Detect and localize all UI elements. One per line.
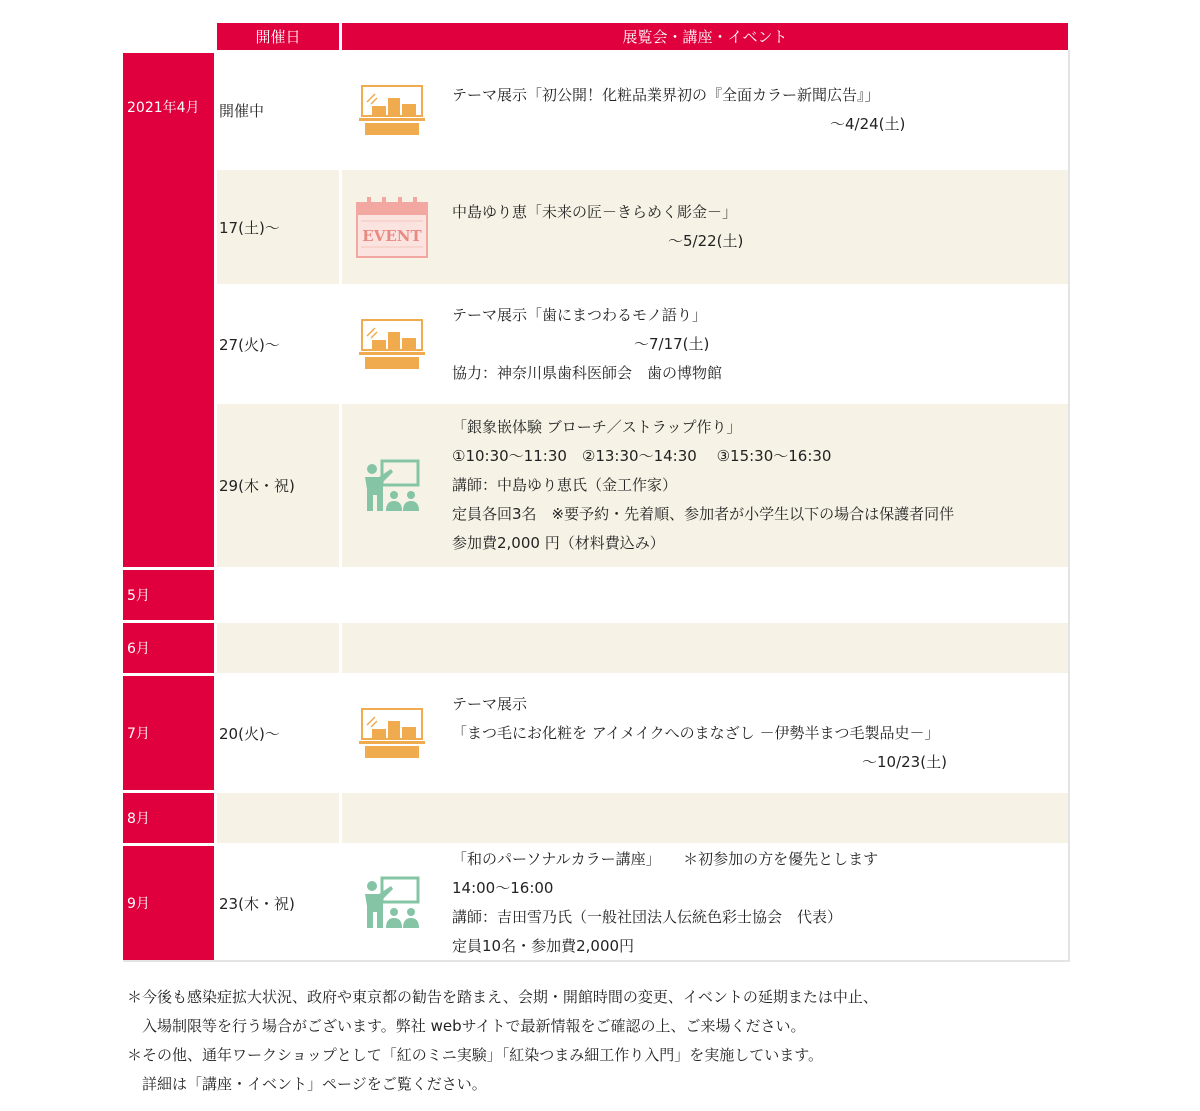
month-july: 7月 xyxy=(123,676,214,790)
table-border-right xyxy=(1068,50,1070,962)
month-april: 2021年4月 xyxy=(123,53,214,567)
event-calendar-icon xyxy=(342,170,442,284)
row-cooperation: 協力：神奈川県歯科医師会 歯の博物館 xyxy=(452,363,723,382)
row-until: 〜5/22(土) xyxy=(668,232,744,250)
empty-row-august xyxy=(342,793,1068,843)
row-fee: 参加費2,000 円（材料費込み） xyxy=(452,534,665,552)
row-subtitle: 「まつ毛にお化粧を アイメイクへのまなざし －伊勢半まつ毛製品史－」 xyxy=(452,723,940,742)
exhibition-icon xyxy=(342,676,442,790)
row-description xyxy=(442,53,1068,167)
row-date: 23(木・祝) xyxy=(217,846,339,960)
row-instructor: 講師：吉田雪乃氏（一般社団法人伝統色彩士協会 代表） xyxy=(452,908,843,926)
exhibition-icon xyxy=(342,53,442,167)
row-title: テーマ展示「歯にまつわるモノ語り」 xyxy=(452,305,707,324)
row-title: 「和のパーソナルカラー講座」 ＊初参加の方を優先とします xyxy=(452,850,879,868)
row-date: 17(土)〜 xyxy=(217,170,339,284)
empty-row-august-date xyxy=(217,793,339,843)
row-capacity: 定員各回3名 ※要予約・先着順、参加者が小学生以下の場合は保護者同伴 xyxy=(452,505,955,523)
header-events: 展覧会・講座・イベント xyxy=(342,23,1068,50)
row-title: テーマ展示 xyxy=(452,694,528,713)
row-description xyxy=(442,846,1068,960)
row-date: 27(火)〜 xyxy=(217,287,339,401)
month-september: 9月 xyxy=(123,846,214,960)
row-capacity: 定員10名・参加費2,000円 xyxy=(452,937,635,955)
footnote-line: 詳細は「講座・イベント」ページをご覧ください。 xyxy=(127,1075,487,1093)
empty-row-june xyxy=(342,623,1068,673)
empty-row-may xyxy=(217,570,1068,620)
row-description xyxy=(442,170,1068,284)
row-date: 開催中 xyxy=(217,53,339,167)
month-may: 5月 xyxy=(123,570,214,620)
header-date: 開催日 xyxy=(217,23,339,50)
row-date: 20(火)〜 xyxy=(217,676,339,790)
exhibition-icon xyxy=(342,287,442,401)
table-border-bottom xyxy=(123,960,1070,962)
row-title: テーマ展示「初公開！化粧品業界初の『全面カラー新聞広告』」 xyxy=(452,86,880,104)
row-instructor: 講師：中島ゆり恵氏（金工作家） xyxy=(452,476,678,494)
row-title: 中島ゆり恵「未来の匠－きらめく彫金－」 xyxy=(452,203,738,221)
lecture-icon xyxy=(342,404,442,567)
footnote-line: ＊今後も感染症拡大状況、政府や東京都の勧告を踏まえ、会期・開館時間の変更、イベントの延期または中止、 xyxy=(127,988,878,1006)
row-description xyxy=(442,676,1068,790)
footnote-line: ＊その他、通年ワークショップとして「紅のミニ実験」「紅染つまみ細工作り入門」を実施しています。 xyxy=(127,1046,824,1064)
row-until: 〜7/17(土) xyxy=(634,334,710,353)
empty-row-june-date xyxy=(217,623,339,673)
row-date: 29(木・祝) xyxy=(217,404,339,567)
row-until: 〜10/23(土) xyxy=(862,752,947,771)
month-august: 8月 xyxy=(123,793,214,843)
month-june: 6月 xyxy=(123,623,214,673)
lecture-icon xyxy=(342,846,442,960)
row-description xyxy=(442,404,1068,567)
row-until: 〜4/24(土) xyxy=(830,115,906,133)
event-label: EVENT xyxy=(362,227,422,245)
row-schedule: ①10:30〜11:30 ②13:30〜14:30 ③15:30〜16:30 xyxy=(452,447,832,465)
footnote-line: 入場制限等を行う場合がございます。弊社 webサイトで最新情報をご確認の上、ご来場ください。 xyxy=(127,1017,806,1035)
row-schedule: 14:00〜16:00 xyxy=(452,879,554,897)
row-description xyxy=(442,287,1068,401)
footnotes xyxy=(127,983,878,1099)
row-title: 「銀象嵌体験 ブローチ／ストラップ作り」 xyxy=(452,418,742,436)
